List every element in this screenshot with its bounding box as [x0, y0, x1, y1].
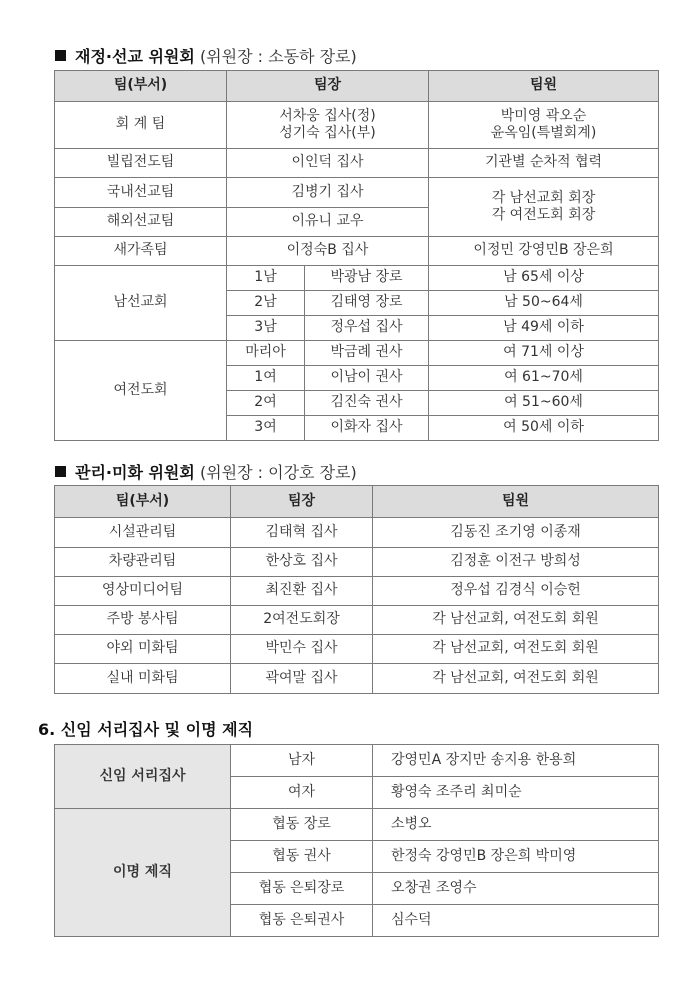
names-cell: 한정숙 강영민B 장은희 박미영: [373, 841, 659, 873]
leader-cell: 이유니 교우: [227, 208, 429, 237]
table-row: [55, 606, 659, 635]
group-cell: 3여: [227, 416, 305, 441]
team-cell: 영상미디어팀: [55, 577, 231, 606]
member-cell: [429, 102, 659, 149]
section2-title: [55, 460, 357, 483]
section2-subtitle: (위원장 : 이강호 장로): [199, 463, 357, 482]
category-cell: 협동 장로: [231, 809, 373, 841]
member-cell: 남 65세 이상: [429, 266, 659, 291]
header-members: 팀원: [373, 486, 659, 518]
team-cell: 국내선교팀: [55, 178, 227, 208]
leader-cell: 이인덕 집사: [227, 149, 429, 178]
leader-cell: 최진환 집사: [231, 577, 373, 606]
names-cell: 강영민A 장지만 송지용 한용희: [373, 745, 659, 777]
section1-subtitle: (위원장 : 소동하 장로): [199, 47, 357, 66]
member-cell: 각 남선교회, 여전도회 회원: [373, 664, 659, 694]
header-team: 팀(부서): [55, 71, 227, 102]
category-cell: 여자: [231, 777, 373, 809]
leader-line: 성기숙 집사(부): [279, 125, 376, 141]
team-cell: 차량관리팀: [55, 548, 231, 577]
header-team: 팀(부서): [55, 486, 231, 518]
leader-cell: 김병기 집사: [227, 178, 429, 208]
leader-cell: 이남이 권사: [305, 366, 429, 391]
names-cell: 황영숙 조주리 최미순: [373, 777, 659, 809]
table-row: [55, 102, 659, 149]
member-cell: 남 49세 이하: [429, 316, 659, 341]
category-cell: 협동 권사: [231, 841, 373, 873]
table-row: [55, 341, 659, 366]
group-cell: 3남: [227, 316, 305, 341]
leader-cell: 김태영 장로: [305, 291, 429, 316]
leader-cell: 김진숙 권사: [305, 391, 429, 416]
team-cell: 주방 봉사팀: [55, 606, 231, 635]
finance-mission-table: [54, 70, 659, 441]
leader-cell: 정우섭 집사: [305, 316, 429, 341]
leader-cell: [227, 102, 429, 149]
leader-cell: 이화자 집사: [305, 416, 429, 441]
management-cleaning-table: [54, 485, 659, 694]
square-bullet-icon: [55, 466, 66, 477]
team-cell: 회 계 팀: [55, 102, 227, 149]
table-row: [55, 809, 659, 841]
table-row: [55, 266, 659, 291]
leader-cell: 김태혁 집사: [231, 518, 373, 548]
section2-title-main: 관리·미화 위원회: [75, 463, 195, 482]
member-cell: 여 61~70세: [429, 366, 659, 391]
member-cell: 김동진 조기영 이종재: [373, 518, 659, 548]
header-members: 팀원: [429, 71, 659, 102]
member-cell: 이정민 강영민B 장은희: [429, 237, 659, 266]
names-cell: 소병오: [373, 809, 659, 841]
member-cell: 정우섭 김경식 이승헌: [373, 577, 659, 606]
leader-cell: 박광남 장로: [305, 266, 429, 291]
team-cell: 해외선교팀: [55, 208, 227, 237]
group-cell: 2남: [227, 291, 305, 316]
table-row: [55, 664, 659, 694]
transfers-label: 이명 제직: [55, 809, 231, 937]
names-cell: 오창권 조영수: [373, 873, 659, 905]
team-cell: 시설관리팀: [55, 518, 231, 548]
member-cell: 여 71세 이상: [429, 341, 659, 366]
table-row: [55, 237, 659, 266]
team-cell: 실내 미화팀: [55, 664, 231, 694]
section1-title-main: 재정·선교 위원회: [75, 47, 195, 66]
leader-cell: 한상호 집사: [231, 548, 373, 577]
member-cell: 각 남선교회, 여전도회 회원: [373, 635, 659, 664]
member-line: 각 여전도회 회장: [491, 207, 596, 223]
section1-title: [55, 44, 357, 67]
table-row: [55, 577, 659, 606]
table-row: [55, 635, 659, 664]
table-row: [55, 548, 659, 577]
member-cell: 김정훈 이전구 방희성: [373, 548, 659, 577]
team-cell-women: 여전도회: [55, 341, 227, 441]
table-row: [55, 178, 659, 208]
table-row: [55, 518, 659, 548]
table-header-row: [55, 486, 659, 518]
new-deacons-label: 신임 서리집사: [55, 745, 231, 809]
member-line: 윤옥임(특별회계): [490, 125, 597, 141]
leader-cell: 박금례 권사: [305, 341, 429, 366]
member-cell: 남 50~64세: [429, 291, 659, 316]
table-row: [55, 745, 659, 777]
category-cell: 협동 은퇴권사: [231, 905, 373, 937]
member-line: 박미영 곽오순: [500, 107, 587, 124]
leader-cell: 2여전도회장: [231, 606, 373, 635]
deacons-transfer-table: [54, 744, 659, 937]
leader-cell: 곽여말 집사: [231, 664, 373, 694]
group-cell: 마리아: [227, 341, 305, 366]
team-cell-men: 남선교회: [55, 266, 227, 341]
member-cell: [429, 178, 659, 237]
category-cell: 협동 은퇴장로: [231, 873, 373, 905]
team-cell: 야외 미화팀: [55, 635, 231, 664]
member-cell: 여 50세 이하: [429, 416, 659, 441]
group-cell: 1여: [227, 366, 305, 391]
group-cell: 2여: [227, 391, 305, 416]
table-header-row: [55, 71, 659, 102]
leader-cell: 박민수 집사: [231, 635, 373, 664]
member-cell: 여 51~60세: [429, 391, 659, 416]
member-line: 각 남선교회 회장: [491, 189, 596, 206]
member-cell: 각 남선교회, 여전도회 회원: [373, 606, 659, 635]
group-cell: 1남: [227, 266, 305, 291]
team-cell: 새가족팀: [55, 237, 227, 266]
names-cell: 심수덕: [373, 905, 659, 937]
square-bullet-icon: [55, 50, 66, 61]
team-cell: 빌립전도팀: [55, 149, 227, 178]
table-row: [55, 149, 659, 178]
category-cell: 남자: [231, 745, 373, 777]
section3-heading: 6. 신임 서리집사 및 이명 제직: [38, 720, 254, 739]
leader-cell: 이정숙B 집사: [227, 237, 429, 266]
member-cell: 기관별 순차적 협력: [429, 149, 659, 178]
header-leader: 팀장: [227, 71, 429, 102]
leader-line: 서차웅 집사(정): [279, 107, 376, 124]
header-leader: 팀장: [231, 486, 373, 518]
